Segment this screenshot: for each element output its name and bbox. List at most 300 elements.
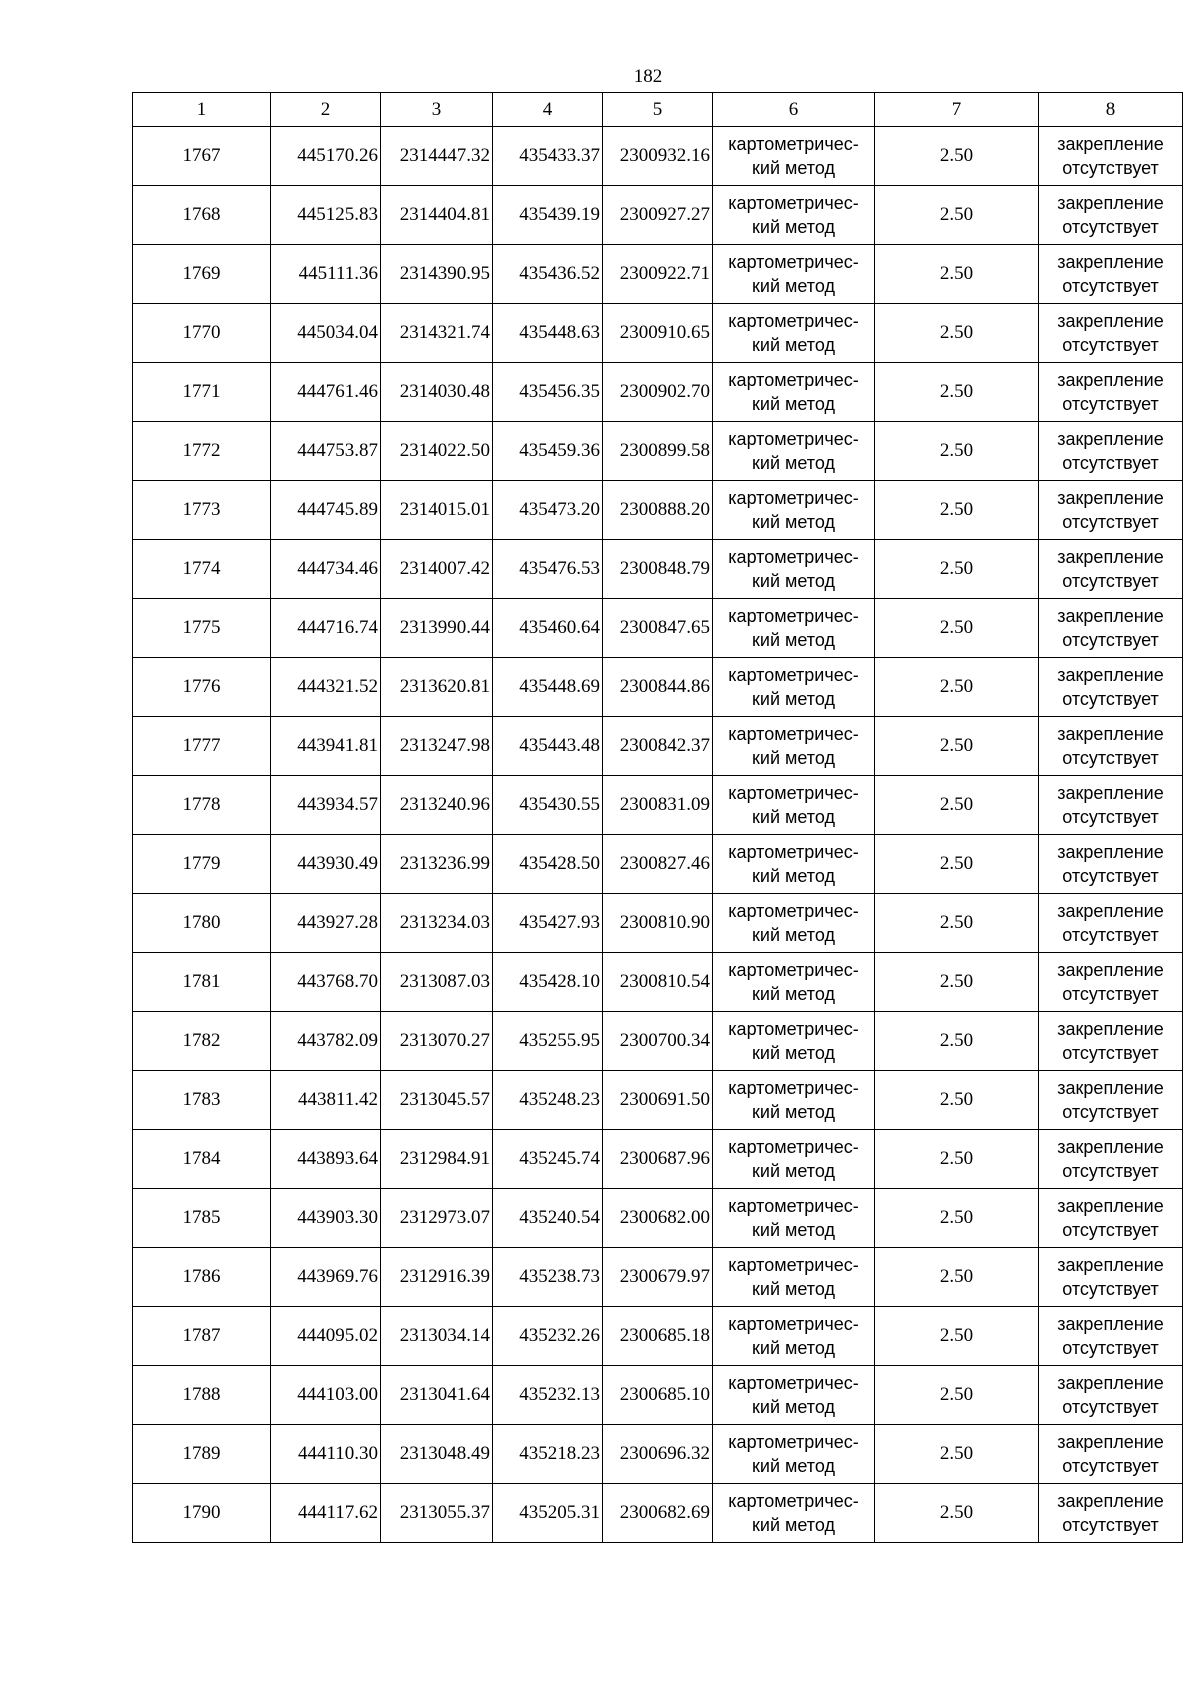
table-row	[133, 658, 1183, 717]
coordinate-x1-cell: 444103.00	[271, 1366, 381, 1425]
coordinate-y2-cell: 2300899.58	[603, 422, 713, 481]
method-cell	[713, 1248, 875, 1307]
accuracy-cell: 2.50	[875, 894, 1039, 953]
coordinate-y2-cell: 2300888.20	[603, 481, 713, 540]
coordinate-y1-cell: 2314404.81	[381, 186, 493, 245]
point-number-cell: 1789	[133, 1425, 271, 1484]
accuracy-cell: 2.50	[875, 1307, 1039, 1366]
coordinate-x1-cell: 443941.81	[271, 717, 381, 776]
method-line-2: кий метод	[752, 571, 835, 591]
method-line-2: кий метод	[752, 158, 835, 178]
table-body	[133, 127, 1183, 1543]
method-line-1: картометричес-	[728, 252, 859, 272]
fixing-line-2: отсутствует	[1062, 630, 1159, 650]
fixing-line-1: закрепление	[1057, 370, 1164, 390]
method-cell	[713, 245, 875, 304]
method-line-1: картометричес-	[728, 429, 859, 449]
fixing-line-2: отсутствует	[1062, 1220, 1159, 1240]
coordinate-x1-cell: 443903.30	[271, 1189, 381, 1248]
point-number-cell: 1788	[133, 1366, 271, 1425]
table-row	[133, 1248, 1183, 1307]
coordinate-y2-cell: 2300844.86	[603, 658, 713, 717]
fixing-line-1: закрепление	[1057, 193, 1164, 213]
coordinate-y1-cell: 2313041.64	[381, 1366, 493, 1425]
method-line-2: кий метод	[752, 1220, 835, 1240]
coordinate-y1-cell: 2314007.42	[381, 540, 493, 599]
fixing-line-1: закрепление	[1057, 311, 1164, 331]
coordinate-y1-cell: 2313990.44	[381, 599, 493, 658]
table-row	[133, 363, 1183, 422]
coordinate-x2-cell: 435427.93	[493, 894, 603, 953]
method-line-2: кий метод	[752, 807, 835, 827]
method-line-2: кий метод	[752, 394, 835, 414]
point-number-cell: 1768	[133, 186, 271, 245]
method-line-1: картометричес-	[728, 1137, 859, 1157]
accuracy-cell: 2.50	[875, 1484, 1039, 1543]
fixing-cell	[1039, 1071, 1183, 1130]
method-line-1: картометричес-	[728, 665, 859, 685]
method-cell	[713, 835, 875, 894]
table-row	[133, 186, 1183, 245]
coordinate-x1-cell: 445170.26	[271, 127, 381, 186]
method-line-2: кий метод	[752, 984, 835, 1004]
coordinate-y2-cell: 2300679.97	[603, 1248, 713, 1307]
coordinate-x1-cell: 444745.89	[271, 481, 381, 540]
point-number-cell: 1775	[133, 599, 271, 658]
table-row	[133, 894, 1183, 953]
coordinate-x1-cell: 444734.46	[271, 540, 381, 599]
coordinate-y2-cell: 2300842.37	[603, 717, 713, 776]
method-line-1: картометричес-	[728, 193, 859, 213]
coordinate-x2-cell: 435428.10	[493, 953, 603, 1012]
accuracy-cell: 2.50	[875, 1130, 1039, 1189]
accuracy-cell: 2.50	[875, 1189, 1039, 1248]
coordinate-x1-cell: 445111.36	[271, 245, 381, 304]
coordinate-y1-cell: 2314015.01	[381, 481, 493, 540]
fixing-cell	[1039, 1366, 1183, 1425]
fixing-line-1: закрепление	[1057, 1373, 1164, 1393]
coordinate-x2-cell: 435205.31	[493, 1484, 603, 1543]
fixing-line-1: закрепление	[1057, 1255, 1164, 1275]
coordinate-x2-cell: 435430.55	[493, 776, 603, 835]
table-row	[133, 1484, 1183, 1543]
fixing-line-2: отсутствует	[1062, 1515, 1159, 1535]
method-cell	[713, 127, 875, 186]
coordinate-y1-cell: 2313048.49	[381, 1425, 493, 1484]
coordinate-y1-cell: 2313240.96	[381, 776, 493, 835]
coordinate-x1-cell: 444110.30	[271, 1425, 381, 1484]
fixing-cell	[1039, 776, 1183, 835]
coordinate-y2-cell: 2300827.46	[603, 835, 713, 894]
coordinate-x2-cell: 435460.64	[493, 599, 603, 658]
point-number-cell: 1778	[133, 776, 271, 835]
table-row	[133, 599, 1183, 658]
coordinate-y1-cell: 2313234.03	[381, 894, 493, 953]
fixing-line-1: закрепление	[1057, 1314, 1164, 1334]
method-line-1: картометричес-	[728, 606, 859, 626]
coordinate-x1-cell: 444761.46	[271, 363, 381, 422]
table-row	[133, 540, 1183, 599]
coordinate-x2-cell: 435443.48	[493, 717, 603, 776]
accuracy-cell: 2.50	[875, 1248, 1039, 1307]
coordinate-y1-cell: 2314321.74	[381, 304, 493, 363]
accuracy-cell: 2.50	[875, 658, 1039, 717]
column-header: 6	[713, 93, 875, 127]
fixing-line-1: закрепление	[1057, 724, 1164, 744]
fixing-line-1: закрепление	[1057, 842, 1164, 862]
coordinate-y2-cell: 2300848.79	[603, 540, 713, 599]
coordinate-x1-cell: 443782.09	[271, 1012, 381, 1071]
coordinate-y1-cell: 2313236.99	[381, 835, 493, 894]
method-line-2: кий метод	[752, 689, 835, 709]
accuracy-cell: 2.50	[875, 953, 1039, 1012]
method-line-1: картометричес-	[728, 724, 859, 744]
fixing-line-2: отсутствует	[1062, 571, 1159, 591]
coordinate-y1-cell: 2313087.03	[381, 953, 493, 1012]
fixing-cell	[1039, 1484, 1183, 1543]
coordinate-y2-cell: 2300810.90	[603, 894, 713, 953]
coordinate-y1-cell: 2313070.27	[381, 1012, 493, 1071]
coordinate-x1-cell: 444117.62	[271, 1484, 381, 1543]
coordinate-x2-cell: 435448.69	[493, 658, 603, 717]
method-cell	[713, 1425, 875, 1484]
fixing-line-1: закрепление	[1057, 252, 1164, 272]
coordinate-x1-cell: 443969.76	[271, 1248, 381, 1307]
method-cell	[713, 599, 875, 658]
table-row	[133, 1189, 1183, 1248]
accuracy-cell: 2.50	[875, 422, 1039, 481]
method-cell	[713, 422, 875, 481]
fixing-line-2: отсутствует	[1062, 1161, 1159, 1181]
coordinate-x2-cell: 435436.52	[493, 245, 603, 304]
coordinate-y1-cell: 2313045.57	[381, 1071, 493, 1130]
fixing-cell	[1039, 422, 1183, 481]
fixing-line-1: закрепление	[1057, 1196, 1164, 1216]
coordinate-x2-cell: 435476.53	[493, 540, 603, 599]
point-number-cell: 1785	[133, 1189, 271, 1248]
fixing-line-2: отсутствует	[1062, 866, 1159, 886]
coordinate-x2-cell: 435240.54	[493, 1189, 603, 1248]
fixing-cell	[1039, 1425, 1183, 1484]
coordinate-y1-cell: 2313247.98	[381, 717, 493, 776]
fixing-line-2: отсутствует	[1062, 925, 1159, 945]
coordinate-y1-cell: 2314390.95	[381, 245, 493, 304]
table-row	[133, 1071, 1183, 1130]
fixing-cell	[1039, 540, 1183, 599]
method-line-2: кий метод	[752, 1102, 835, 1122]
point-number-cell: 1784	[133, 1130, 271, 1189]
method-line-1: картометричес-	[728, 547, 859, 567]
method-cell	[713, 1484, 875, 1543]
point-number-cell: 1783	[133, 1071, 271, 1130]
accuracy-cell: 2.50	[875, 304, 1039, 363]
coordinate-y2-cell: 2300910.65	[603, 304, 713, 363]
table-row	[133, 835, 1183, 894]
coordinate-x1-cell: 444321.52	[271, 658, 381, 717]
coordinate-y1-cell: 2313034.14	[381, 1307, 493, 1366]
accuracy-cell: 2.50	[875, 481, 1039, 540]
method-line-2: кий метод	[752, 1397, 835, 1417]
fixing-cell	[1039, 658, 1183, 717]
header-row	[133, 93, 1183, 127]
coordinate-x2-cell: 435448.63	[493, 304, 603, 363]
coordinate-x2-cell: 435248.23	[493, 1071, 603, 1130]
coordinate-x2-cell: 435238.73	[493, 1248, 603, 1307]
fixing-line-2: отсутствует	[1062, 984, 1159, 1004]
table-row	[133, 304, 1183, 363]
method-cell	[713, 658, 875, 717]
column-header: 4	[493, 93, 603, 127]
method-line-2: кий метод	[752, 335, 835, 355]
fixing-line-2: отсутствует	[1062, 512, 1159, 532]
method-line-1: картометричес-	[728, 134, 859, 154]
fixing-line-2: отсутствует	[1062, 1279, 1159, 1299]
fixing-line-2: отсутствует	[1062, 807, 1159, 827]
fixing-line-2: отсутствует	[1062, 335, 1159, 355]
coordinate-y1-cell: 2312973.07	[381, 1189, 493, 1248]
coordinate-x1-cell: 443934.57	[271, 776, 381, 835]
fixing-line-1: закрепление	[1057, 1019, 1164, 1039]
fixing-cell	[1039, 1012, 1183, 1071]
fixing-cell	[1039, 894, 1183, 953]
method-line-1: картометричес-	[728, 1491, 859, 1511]
method-cell	[713, 481, 875, 540]
method-cell	[713, 540, 875, 599]
method-line-1: картометричес-	[728, 842, 859, 862]
coordinate-x2-cell: 435433.37	[493, 127, 603, 186]
method-line-2: кий метод	[752, 453, 835, 473]
fixing-line-2: отсутствует	[1062, 689, 1159, 709]
fixing-cell	[1039, 363, 1183, 422]
fixing-cell	[1039, 1307, 1183, 1366]
fixing-cell	[1039, 1248, 1183, 1307]
accuracy-cell: 2.50	[875, 717, 1039, 776]
coordinate-y1-cell: 2313620.81	[381, 658, 493, 717]
fixing-line-1: закрепление	[1057, 134, 1164, 154]
fixing-line-2: отсутствует	[1062, 394, 1159, 414]
coordinate-x2-cell: 435232.26	[493, 1307, 603, 1366]
method-cell	[713, 304, 875, 363]
point-number-cell: 1770	[133, 304, 271, 363]
coordinate-y2-cell: 2300902.70	[603, 363, 713, 422]
fixing-line-1: закрепление	[1057, 1078, 1164, 1098]
method-cell	[713, 1366, 875, 1425]
fixing-cell	[1039, 186, 1183, 245]
fixing-line-2: отсутствует	[1062, 1338, 1159, 1358]
table-row	[133, 776, 1183, 835]
page-number: 182	[633, 66, 663, 87]
coordinate-x2-cell: 435245.74	[493, 1130, 603, 1189]
coordinate-y1-cell: 2314022.50	[381, 422, 493, 481]
accuracy-cell: 2.50	[875, 776, 1039, 835]
accuracy-cell: 2.50	[875, 1425, 1039, 1484]
point-number-cell: 1786	[133, 1248, 271, 1307]
method-line-2: кий метод	[752, 276, 835, 296]
column-header: 1	[133, 93, 271, 127]
fixing-line-1: закрепление	[1057, 783, 1164, 803]
method-line-2: кий метод	[752, 217, 835, 237]
method-line-2: кий метод	[752, 1161, 835, 1181]
accuracy-cell: 2.50	[875, 245, 1039, 304]
coordinate-x2-cell: 435428.50	[493, 835, 603, 894]
method-line-1: картометричес-	[728, 488, 859, 508]
coordinate-y2-cell: 2300831.09	[603, 776, 713, 835]
table-row	[133, 1130, 1183, 1189]
method-line-2: кий метод	[752, 512, 835, 532]
method-line-1: картометричес-	[728, 1078, 859, 1098]
fixing-line-2: отсутствует	[1062, 1397, 1159, 1417]
method-line-1: картометричес-	[728, 1314, 859, 1334]
method-line-2: кий метод	[752, 1515, 835, 1535]
method-line-1: картометричес-	[728, 1019, 859, 1039]
fixing-cell	[1039, 599, 1183, 658]
accuracy-cell: 2.50	[875, 127, 1039, 186]
table-row	[133, 717, 1183, 776]
accuracy-cell: 2.50	[875, 599, 1039, 658]
accuracy-cell: 2.50	[875, 835, 1039, 894]
coordinate-x2-cell: 435255.95	[493, 1012, 603, 1071]
method-line-2: кий метод	[752, 1338, 835, 1358]
method-cell	[713, 776, 875, 835]
fixing-line-1: закрепление	[1057, 665, 1164, 685]
method-line-1: картометричес-	[728, 370, 859, 390]
coordinate-y1-cell: 2312984.91	[381, 1130, 493, 1189]
method-line-1: картометричес-	[728, 901, 859, 921]
method-line-2: кий метод	[752, 925, 835, 945]
coordinate-y2-cell: 2300927.27	[603, 186, 713, 245]
method-cell	[713, 1189, 875, 1248]
fixing-line-1: закрепление	[1057, 1137, 1164, 1157]
method-line-2: кий метод	[752, 630, 835, 650]
column-header: 8	[1039, 93, 1183, 127]
coordinate-x1-cell: 443930.49	[271, 835, 381, 894]
method-line-2: кий метод	[752, 866, 835, 886]
column-header: 7	[875, 93, 1039, 127]
fixing-cell	[1039, 127, 1183, 186]
fixing-cell	[1039, 1189, 1183, 1248]
column-header: 2	[271, 93, 381, 127]
method-cell	[713, 186, 875, 245]
method-line-1: картометричес-	[728, 1373, 859, 1393]
table-row	[133, 422, 1183, 481]
coordinate-y2-cell: 2300700.34	[603, 1012, 713, 1071]
fixing-cell	[1039, 481, 1183, 540]
fixing-line-2: отсутствует	[1062, 748, 1159, 768]
point-number-cell: 1781	[133, 953, 271, 1012]
fixing-cell	[1039, 953, 1183, 1012]
table-row	[133, 1425, 1183, 1484]
table-row	[133, 1307, 1183, 1366]
coordinate-x1-cell: 443768.70	[271, 953, 381, 1012]
fixing-line-1: закрепление	[1057, 429, 1164, 449]
coordinate-y1-cell: 2312916.39	[381, 1248, 493, 1307]
point-number-cell: 1767	[133, 127, 271, 186]
coordinate-x1-cell: 444095.02	[271, 1307, 381, 1366]
accuracy-cell: 2.50	[875, 1071, 1039, 1130]
method-line-1: картометричес-	[728, 311, 859, 331]
coordinate-y2-cell: 2300682.69	[603, 1484, 713, 1543]
column-header: 5	[603, 93, 713, 127]
fixing-line-2: отсутствует	[1062, 276, 1159, 296]
fixing-line-2: отсутствует	[1062, 453, 1159, 473]
fixing-cell	[1039, 1130, 1183, 1189]
point-number-cell: 1790	[133, 1484, 271, 1543]
fixing-cell	[1039, 717, 1183, 776]
table-row	[133, 1366, 1183, 1425]
table-row	[133, 953, 1183, 1012]
coordinate-x1-cell: 445034.04	[271, 304, 381, 363]
coordinate-x2-cell: 435439.19	[493, 186, 603, 245]
table-row	[133, 481, 1183, 540]
point-number-cell: 1769	[133, 245, 271, 304]
coordinate-x1-cell: 444753.87	[271, 422, 381, 481]
coordinates-table	[132, 92, 1183, 1543]
coordinate-x2-cell: 435218.23	[493, 1425, 603, 1484]
coordinate-x1-cell: 444716.74	[271, 599, 381, 658]
method-cell	[713, 1012, 875, 1071]
method-line-1: картометричес-	[728, 960, 859, 980]
fixing-line-1: закрепление	[1057, 901, 1164, 921]
coordinate-y1-cell: 2313055.37	[381, 1484, 493, 1543]
table-row	[133, 127, 1183, 186]
point-number-cell: 1773	[133, 481, 271, 540]
fixing-line-2: отсутствует	[1062, 217, 1159, 237]
method-cell	[713, 363, 875, 422]
coordinate-y2-cell: 2300682.00	[603, 1189, 713, 1248]
fixing-cell	[1039, 835, 1183, 894]
point-number-cell: 1777	[133, 717, 271, 776]
method-cell	[713, 1307, 875, 1366]
accuracy-cell: 2.50	[875, 540, 1039, 599]
coordinate-y1-cell: 2314030.48	[381, 363, 493, 422]
coordinate-y2-cell: 2300810.54	[603, 953, 713, 1012]
fixing-line-1: закрепление	[1057, 547, 1164, 567]
coordinate-x1-cell: 445125.83	[271, 186, 381, 245]
fixing-line-2: отсутствует	[1062, 158, 1159, 178]
method-line-2: кий метод	[752, 1456, 835, 1476]
point-number-cell: 1779	[133, 835, 271, 894]
coordinate-y2-cell: 2300696.32	[603, 1425, 713, 1484]
coordinate-y1-cell: 2314447.32	[381, 127, 493, 186]
accuracy-cell: 2.50	[875, 1366, 1039, 1425]
table-row	[133, 245, 1183, 304]
coordinate-x2-cell: 435232.13	[493, 1366, 603, 1425]
coordinate-y2-cell: 2300691.50	[603, 1071, 713, 1130]
coordinate-x1-cell: 443893.64	[271, 1130, 381, 1189]
method-line-2: кий метод	[752, 748, 835, 768]
method-cell	[713, 953, 875, 1012]
table-row	[133, 1012, 1183, 1071]
accuracy-cell: 2.50	[875, 363, 1039, 422]
coordinate-y2-cell: 2300685.18	[603, 1307, 713, 1366]
accuracy-cell: 2.50	[875, 186, 1039, 245]
point-number-cell: 1787	[133, 1307, 271, 1366]
method-line-1: картометричес-	[728, 1255, 859, 1275]
coordinate-y2-cell: 2300847.65	[603, 599, 713, 658]
method-line-1: картометричес-	[728, 783, 859, 803]
fixing-line-2: отсутствует	[1062, 1102, 1159, 1122]
point-number-cell: 1782	[133, 1012, 271, 1071]
method-line-2: кий метод	[752, 1043, 835, 1063]
column-header: 3	[381, 93, 493, 127]
fixing-line-1: закрепление	[1057, 1432, 1164, 1452]
fixing-line-1: закрепление	[1057, 1491, 1164, 1511]
method-cell	[713, 1130, 875, 1189]
coordinate-y2-cell: 2300922.71	[603, 245, 713, 304]
method-line-2: кий метод	[752, 1279, 835, 1299]
method-cell	[713, 894, 875, 953]
point-number-cell: 1772	[133, 422, 271, 481]
